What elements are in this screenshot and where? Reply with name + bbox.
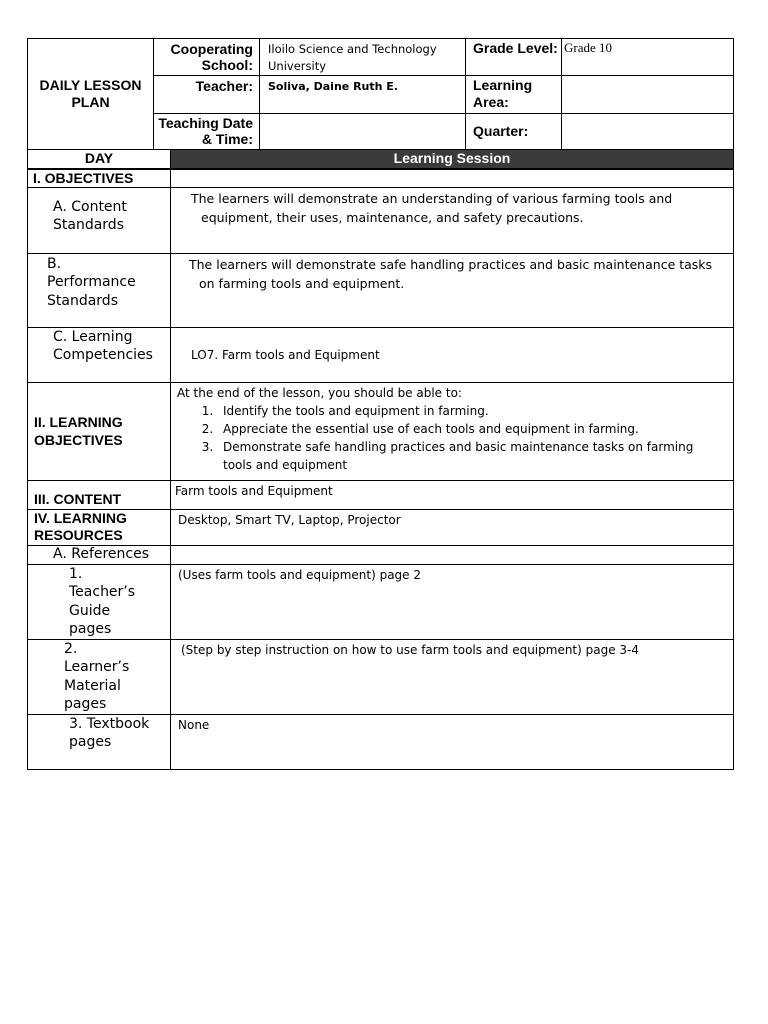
learning-resources-value: Desktop, Smart TV, Laptop, Projector: [171, 509, 734, 545]
learning-competencies-label-text: C. Learning Competencies: [53, 328, 153, 363]
teachers-guide-label: [28, 564, 171, 639]
content-standards-value: The learners will demonstrate an understanding of various farming tools and equipment, their uses, maintenance, and safety precautions.: [191, 190, 673, 225]
textbook-label-text: 3. Textbook pages: [69, 715, 150, 750]
teacher-label: Teacher:: [154, 76, 260, 114]
lesson-body-table: [27, 149, 734, 770]
references-empty: [171, 545, 734, 564]
learning-resources-label: [28, 509, 171, 545]
references-label: A. References: [28, 545, 171, 564]
learning-objective-item: 3. Demonstrate safe handling practices and basic maintenance tasks on farming tools and equipment: [217, 438, 725, 474]
learning-resources-label-text: IV. LEARNING RESOURCES: [34, 509, 127, 543]
content-label: III. CONTENT: [28, 480, 171, 509]
objectives-heading: I. OBJECTIVES: [28, 169, 171, 188]
lesson-plan-document: [27, 38, 733, 770]
performance-standards-label: [28, 253, 171, 327]
learning-objective-item: 2. Appreciate the essential use of each tools and equipment in farming.: [217, 420, 725, 438]
performance-standards-text: [171, 253, 734, 327]
header-table: [27, 38, 734, 150]
textbook-value: None: [171, 714, 734, 769]
learners-material-label: [28, 639, 171, 714]
content-standards-label: [28, 187, 171, 253]
daily-lesson-plan-title: DAILY LESSON PLAN: [28, 39, 154, 150]
content-value: Farm tools and Equipment: [171, 480, 734, 509]
day-column-header: DAY: [28, 150, 171, 169]
learning-objectives-cell: [171, 382, 734, 480]
learners-material-value: (Step by step instruction on how to use farm tools and equipment) page 3-4: [171, 639, 734, 714]
teaching-date-label: Teaching Date & Time:: [154, 114, 260, 150]
content-standards-text: [171, 187, 734, 253]
quarter-value: [562, 114, 734, 150]
teachers-guide-label-text: 1. Teacher’s Guide pages: [69, 565, 136, 637]
learning-objectives-label-text: II. LEARNING OBJECTIVES: [34, 414, 123, 448]
performance-standards-label-text: B. Performance Standards: [47, 255, 136, 309]
performance-standards-value: The learners will demonstrate safe handling practices and basic maintenance tasks on farming tools and equipment.: [189, 256, 713, 291]
learners-material-label-text: 2. Learner’s Material pages: [64, 640, 130, 712]
learning-objectives-list: [177, 402, 725, 474]
quarter-label: Quarter:: [466, 114, 562, 150]
learning-area-label: Learning Area:: [466, 76, 562, 114]
textbook-label: [28, 714, 171, 769]
cooperating-school-value: Iloilo Science and Technology University: [260, 39, 466, 76]
objectives-heading-empty: [171, 169, 734, 188]
teacher-value: Soliva, Daine Ruth E.: [260, 76, 466, 114]
learning-competencies-label: [28, 327, 171, 382]
grade-level-value: Grade 10: [562, 39, 734, 76]
teachers-guide-value: (Uses farm tools and equipment) page 2: [171, 564, 734, 639]
learning-area-value: [562, 76, 734, 114]
learning-objectives-intro: At the end of the lesson, you should be able to:: [177, 385, 462, 400]
grade-level-label: Grade Level:: [466, 39, 562, 76]
learning-objective-item: 1. Identify the tools and equipment in farming.: [217, 402, 725, 420]
learning-competencies-value: LO7. Farm tools and Equipment: [171, 327, 734, 382]
content-standards-label-text: A. Content Standards: [53, 198, 127, 233]
teaching-date-value: [260, 114, 466, 150]
learning-session-header: Learning Session: [171, 150, 734, 169]
learning-objectives-label: [28, 382, 171, 480]
cooperating-school-label: Cooperating School:: [154, 39, 260, 76]
